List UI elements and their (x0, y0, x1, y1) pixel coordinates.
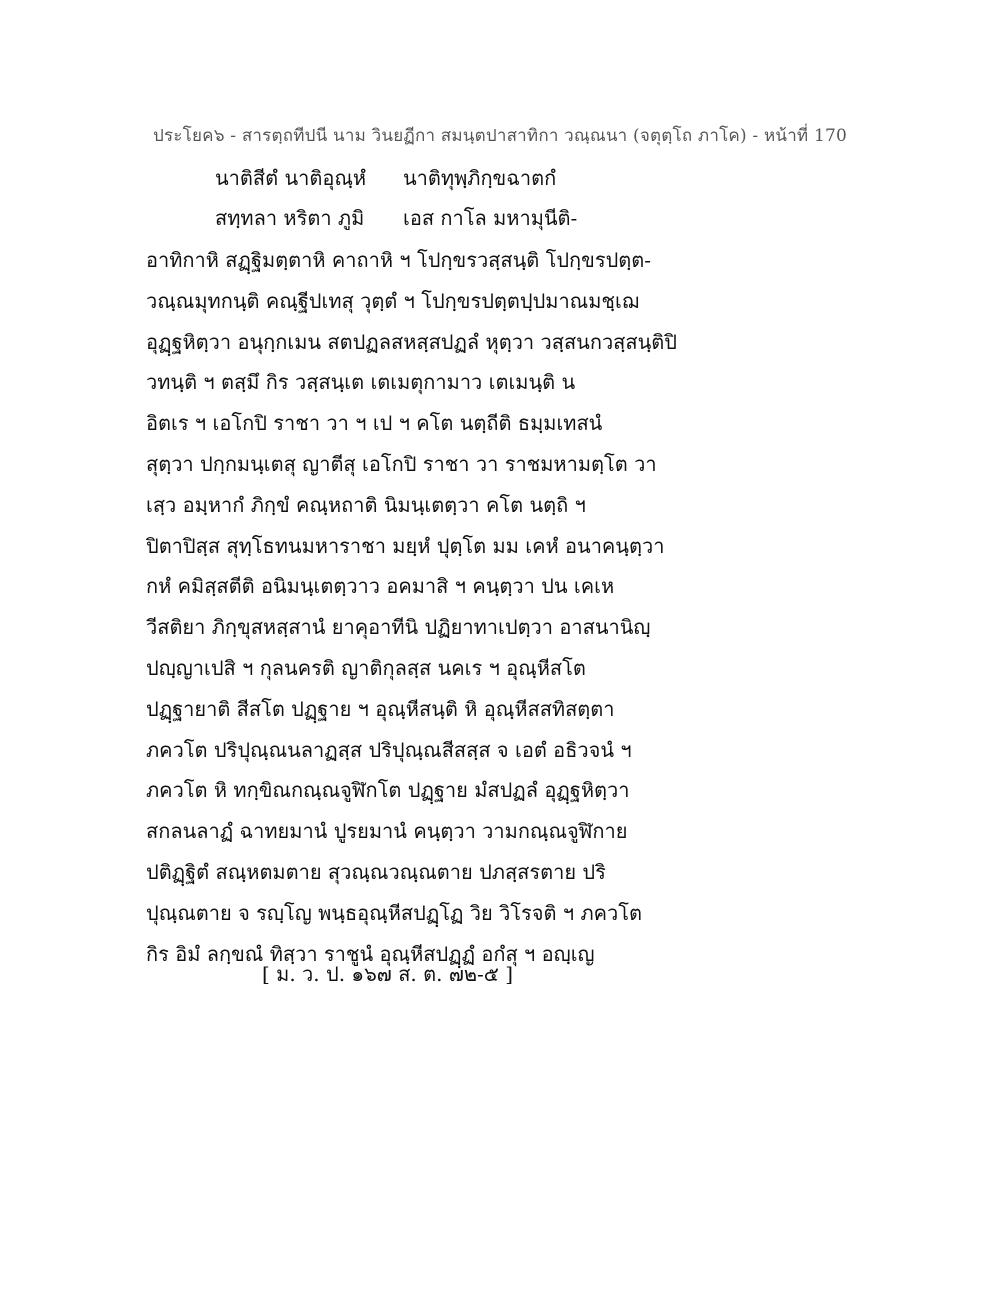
citation-reference: [ ม. ว. ป. ๑๖๗ ส. ต. ๗๒-๕ ] (262, 962, 514, 986)
text-line: สกลนลาฏํ ฉาทยมานํ ปูรยมานํ คนฺตฺวา วามกณฺณจูฬิกาย (146, 819, 628, 844)
verse-first-half: สทฺทลา หริตา ภูมิ (215, 206, 365, 230)
text-line: ปุณฺณตาย จ รญฺโญ พนฺธอุณฺหีสปฏฺโฏ วิย วิโรจติ ฯ ภควโต (146, 900, 642, 925)
verse-line (215, 202, 578, 234)
text-line: ปติฏฺฐิตํ สณฺหตมตาย สุวณฺณวณฺณตาย ปภสฺสรตาย ปริ (146, 859, 606, 884)
text-line: วณฺณมุทกนฺติ คณฺฐีปเทสุ วุตฺตํ ฯ โปกฺขรปตฺตปฺปมาณมชฺเฌ (146, 288, 639, 313)
text-line: ปิตาปิสฺส สุทฺโธทนมหาราชา มยฺหํ ปุตฺโต มม เคหํ อนาคนฺตฺวา (146, 533, 665, 558)
text-line: ภควโต หิ ทกฺขิณกณฺณจูฬิกโต ปฏฺฐาย มํสปฏลํ อุฏฺฐหิตฺวา (146, 778, 630, 803)
text-line: ปญฺญาเปสิ ฯ กุลนครติ ญาติกุลสฺส นคเร ฯ อุณฺหีสโต (146, 655, 586, 680)
text-line: เสฺว อมฺหากํ ภิกฺขํ คณฺหถาติ นิมนฺเตตฺวา คโต นตฺถิ ฯ (146, 492, 586, 517)
text-line: อาทิกาหิ สฏฺฐิมตฺตาหิ คาถาหิ ฯ โปกฺขรวสฺสนฺติ โปกฺขรปตฺต- (146, 248, 651, 272)
text-line: กหํ คมิสฺสตีติ อนิมนฺเตตฺวาว อคมาสิ ฯ คนฺตฺวา ปน เคเห (146, 574, 615, 599)
text-line: อุฏฺฐหิตฺวา อนุกฺกเมน สตปฏลสหสฺสปฏลํ หุตฺวา วสฺสนกวสฺสนฺติปิ (146, 329, 677, 354)
verse-second-half: เอส กาโล มหามุนีติ- (403, 206, 578, 230)
verse-second-half: นาติทุพฺภิกฺขฉาตกํ (403, 166, 557, 190)
text-line: วีสติยา ภิกฺขุสหสฺสานํ ยาคุอาทีนิ ปฏิยาทาเปตฺวา อาสนานิญฺ (146, 615, 651, 640)
body-text (146, 240, 866, 974)
text-line: วทนฺติ ฯ ตสฺมึ กิร วสฺสนฺเต เตเมตุกามาว เตเมนฺติ น (146, 370, 576, 395)
text-line: อิตเร ฯ เอโกปิ ราชา วา ฯ เป ฯ คโต นตฺถีติ ธมฺมเทสนํ (146, 411, 603, 436)
text-line: สุตฺวา ปกฺกมนฺเตสุ ญาตีสุ เอโกปิ ราชา วา ราชมหามตฺโต วา (146, 451, 657, 476)
text-line: กิร อิมํ ลกฺขณํ ทิสฺวา ราชูนํ อุณฺหีสปฏฺฏํ อกํสุ ฯ อญฺเญ (146, 941, 595, 966)
text-line: ปฏฺฐายาติ สีสโต ปฏฺฐาย ฯ อุณฺหีสนฺติ หิ อุณฺหีสสทิสตฺตา (146, 696, 615, 721)
verse-first-half: นาติสีตํ นาติอุณฺหํ (215, 166, 367, 190)
text-line: ภควโต ปริปุณฺณนลาฏสฺส ปริปุณฺณสีสสฺส จ เอตํ อธิวจนํ ฯ (146, 737, 632, 762)
page-header: ประโยค๖ - สารตฺถทีปนี นาม วินยฏีกา สมนฺตปาสาทิกา วณฺณนา (จตุตฺโถ ภาโค) - หน้าที่ 170 (152, 126, 847, 146)
verse-line (215, 162, 557, 194)
